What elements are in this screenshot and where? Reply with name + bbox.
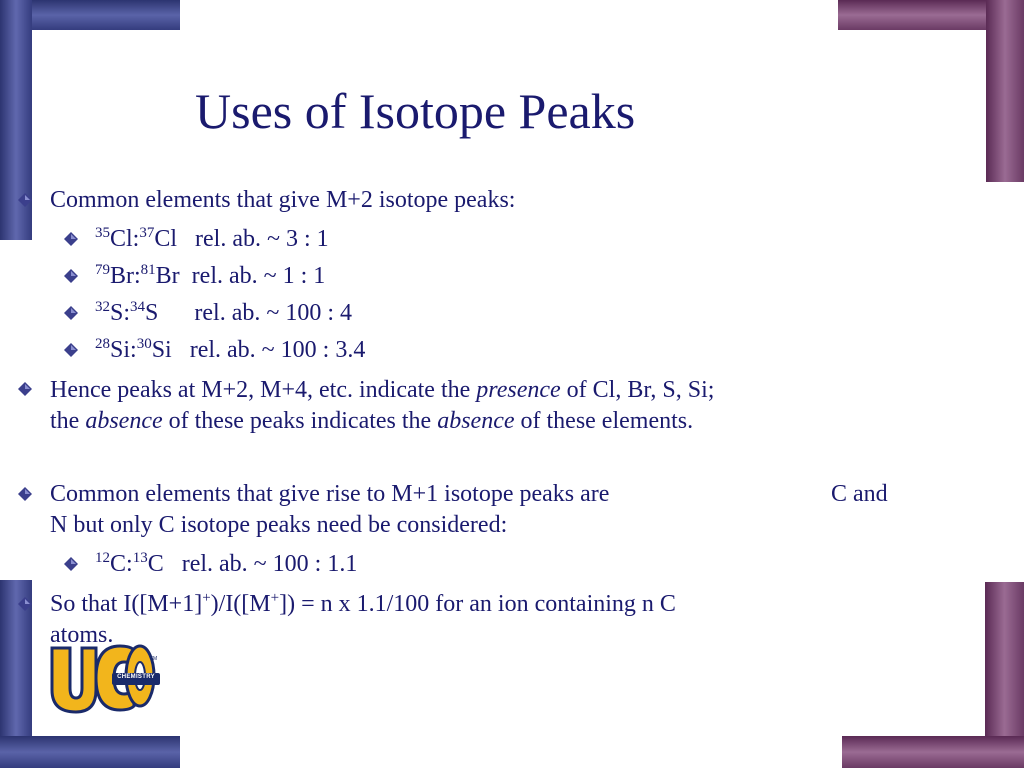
text: ]) = n x 1.1/100 for an ion containing n C [279, 591, 676, 617]
bullet-ratio-line2: atoms. [50, 622, 114, 648]
emphasis: absence [437, 408, 515, 434]
abundance: rel. ab. ~ 100 : 1.1 [181, 551, 358, 577]
element: S: [110, 300, 131, 326]
element: C: [110, 551, 133, 577]
sub-bullet-diamond-icon [64, 306, 78, 320]
charge: + [270, 590, 280, 606]
mass-number: 13 [132, 550, 148, 566]
bullet-presence-line1 [50, 376, 714, 405]
mass-number: 79 [95, 262, 110, 278]
element: Si: [110, 337, 137, 363]
sub-bullet-br [95, 262, 325, 291]
sub-bullet-cl [95, 225, 329, 254]
element: Br: [110, 263, 141, 289]
text: of these peaks indicates the [168, 408, 432, 434]
bullet-m2-elements: Common elements that give M+2 isotope peaks: [50, 187, 516, 213]
element: Cl: [110, 226, 140, 252]
bullet-m1-line2: N but only C isotope peaks need be considered: [50, 512, 508, 538]
mass-number: 35 [95, 225, 110, 241]
emphasis: presence [476, 377, 561, 403]
bullet-m1-line1-tail: C and [831, 481, 888, 507]
bullet-m1-line1 [50, 480, 609, 509]
sub-bullet-diamond-icon [64, 269, 78, 283]
bullet-diamond-icon [18, 193, 32, 207]
text: of Cl, Br, S, Si; [566, 377, 715, 403]
mass-number: 28 [95, 336, 110, 352]
text: the [50, 408, 80, 434]
text: So that I([M+1] [50, 591, 203, 617]
sub-bullet-diamond-icon [64, 232, 78, 246]
logo-trademark: TM [150, 656, 158, 662]
abundance: rel. ab. ~ 3 : 1 [195, 226, 329, 252]
element: Si [151, 337, 172, 363]
mass-number: 30 [136, 336, 152, 352]
bullet-presence-line2 [50, 407, 693, 436]
abundance: rel. ab. ~ 100 : 4 [194, 300, 352, 326]
text: Hence peaks at M+2, M+4, etc. indicate the [50, 377, 471, 403]
slide-title: Uses of Isotope Peaks [195, 83, 636, 139]
element: Cl [154, 226, 178, 252]
bullet-diamond-icon [18, 487, 32, 501]
text: of these elements. [520, 408, 694, 434]
emphasis: absence [85, 408, 163, 434]
mass-number: 81 [140, 262, 156, 278]
mass-number: 37 [139, 225, 155, 241]
element: S [145, 300, 159, 326]
corner-tr-vertical [986, 0, 1024, 182]
text: Common elements that give rise to M+1 isotope peaks are [50, 481, 610, 507]
sub-bullet-s [95, 299, 352, 328]
sub-bullet-diamond-icon [64, 557, 78, 571]
mass-number: 34 [130, 299, 146, 315]
text: )/I([M [210, 591, 271, 617]
element: C [147, 551, 164, 577]
corner-br-horizontal [842, 736, 1024, 768]
uco-chemistry-logo [50, 636, 162, 726]
bullet-ratio-line1 [50, 590, 676, 619]
bullet-diamond-icon [18, 382, 32, 396]
mass-number: 12 [95, 550, 110, 566]
bullet-diamond-icon [18, 597, 32, 611]
sub-bullet-diamond-icon [64, 343, 78, 357]
sub-bullet-si [95, 336, 365, 365]
corner-bl-horizontal [0, 736, 180, 768]
mass-number: 32 [95, 299, 110, 315]
abundance: rel. ab. ~ 1 : 1 [191, 263, 326, 289]
abundance: rel. ab. ~ 100 : 3.4 [189, 337, 366, 363]
element: Br [155, 263, 180, 289]
sub-bullet-c [95, 550, 357, 579]
charge: + [202, 590, 211, 606]
logo-badge-text: CHEMISTRY [117, 674, 155, 680]
